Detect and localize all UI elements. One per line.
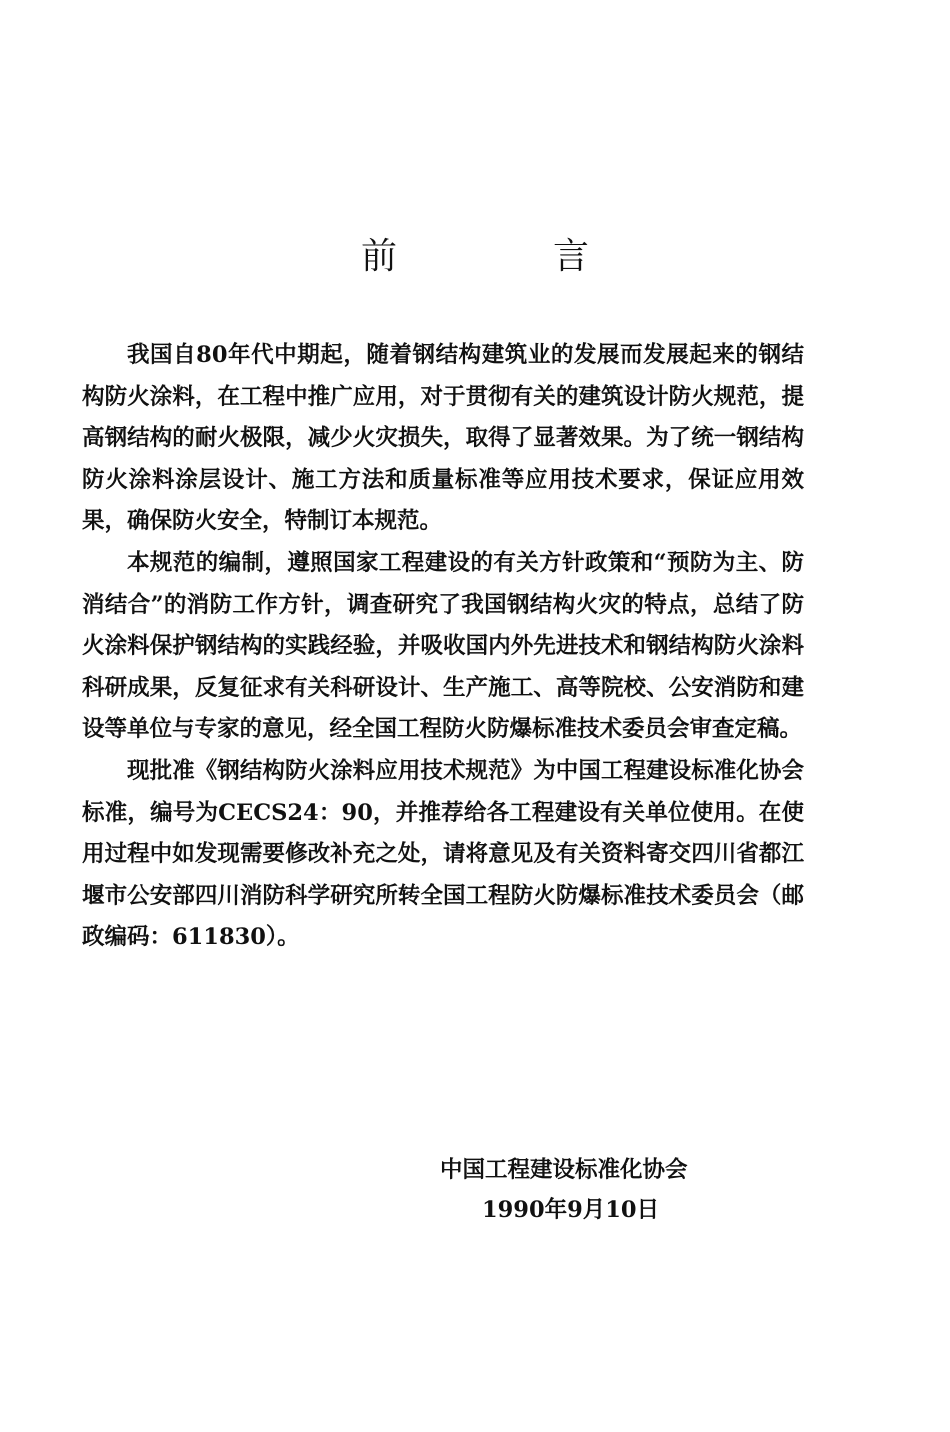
paragraph-2: 本规范的编制，遵照国家工程建设的有关方针政策和“预防为主、防消结合”的消防工作方针，调查研究了我国钢结构火灾的特点，总结了防火涂料保护钢结构的实践经验，并吸收国内外先进技术和钢结构防火涂料科研成果，反复征求有关科研设计、生产施工、高等院校、公安消防和建设等单位与专家的意见，经全国工程防火防爆标准技术委员会审查定稿。 (82, 549, 804, 743)
paragraph-3: 现批准《钢结构防火涂料应用技术规范》为中国工程建设标准化协会标准，编号为CECS24：90，并推荐给各工程建设有关单位使用。在使用过程中如发现需要修改补充之处，请将意见及有关资料寄交四川省都江堰市公安部四川消防科学研究所转全国工程防火防爆标准技术委员会（邮政编码：611830）。 (82, 757, 804, 951)
page-title: 前 言 (360, 236, 649, 277)
paragraph-1: 我国自80年代中期起，随着钢结构建筑业的发展而发展起来的钢结构防火涂料，在工程中推广应用，对于贯彻有关的建筑设计防火规范，提高钢结构的耐火极限，减少火灾损失，取得了显著效果。为了统一钢结构防火涂料涂层设计、施工方法和质量标准等应用技术要求，保证应用效果，确保防火安全，特制订本规范。 (82, 342, 804, 535)
signature-date: 1990年9月10日 (482, 1197, 660, 1223)
preface-body (82, 335, 804, 959)
signature-organization: 中国工程建设标准化协会 (440, 1157, 688, 1183)
signature-block (440, 1150, 760, 1230)
